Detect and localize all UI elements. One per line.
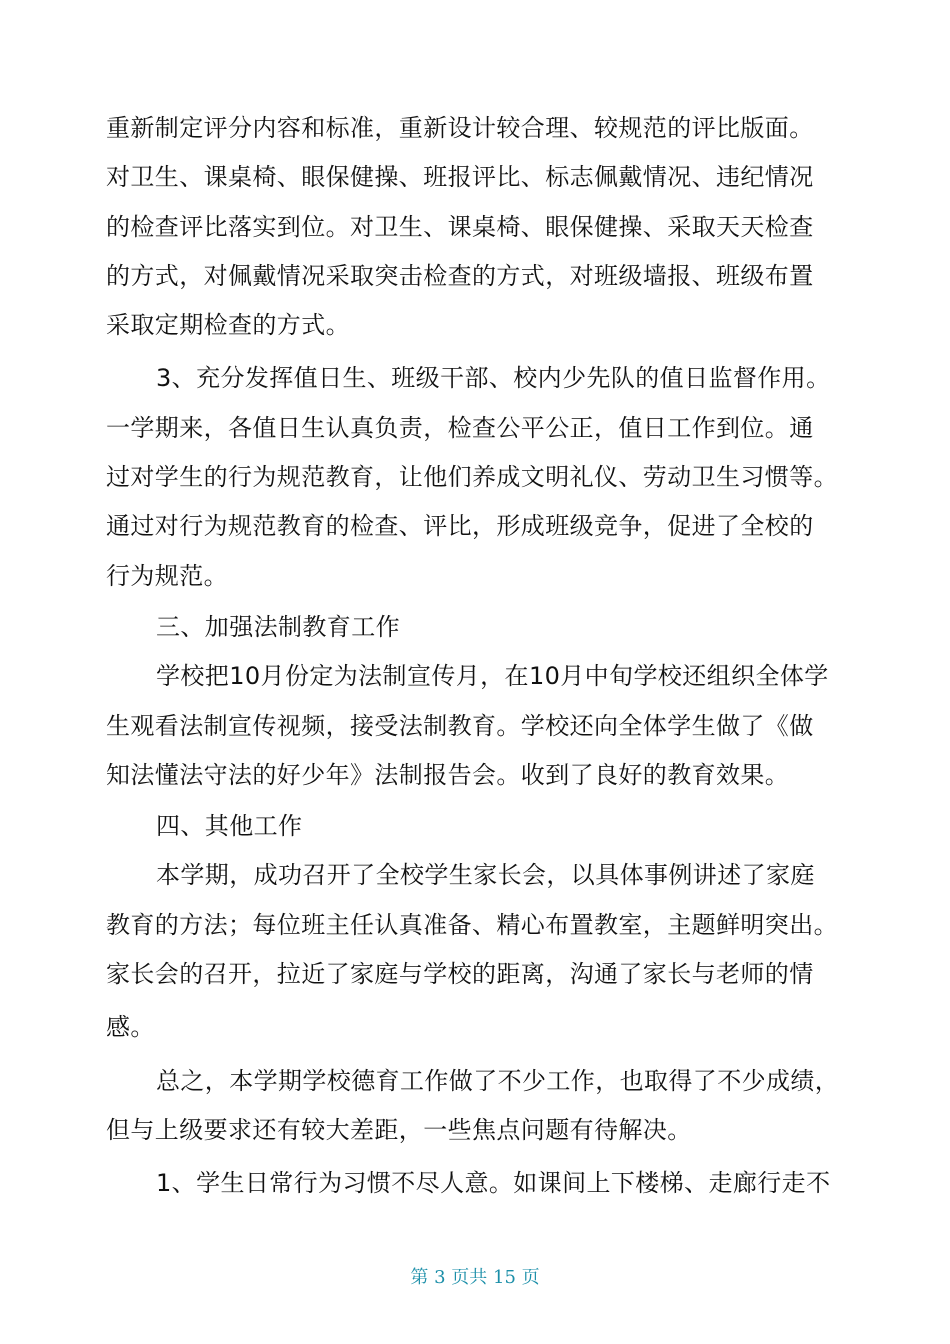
- text-line: 教育的方法；每位班主任认真准备、精心布置教室，主题鲜明突出。: [106, 910, 838, 939]
- text-line: 生观看法制宣传视频，接受法制教育。学校还向全体学生做了《做: [106, 711, 814, 740]
- text-line: 四、其他工作: [156, 812, 303, 841]
- text-line: 感。: [106, 1013, 155, 1042]
- text-line: 的检查评比落实到位。对卫生、课桌椅、眼保健操、采取天天检查: [106, 212, 814, 241]
- text-line: 对卫生、课桌椅、眼保健操、班报评比、标志佩戴情况、违纪情况: [106, 163, 814, 192]
- page-footer: 第 3 页共 15 页: [410, 1267, 540, 1288]
- text-line: 行为规范。: [106, 561, 228, 590]
- text-line: 通过对行为规范教育的检查、评比，形成班级竞争，促进了全校的: [106, 512, 814, 541]
- text-line: 1、学生日常行为习惯不尽人意。如课间上下楼梯、走廊行走不: [156, 1169, 831, 1198]
- text-line: 本学期，成功召开了全校学生家长会，以具体事例讲述了家庭: [156, 861, 815, 890]
- document-body: [106, 104, 846, 1209]
- text-line: 学校把10月份定为法制宣传月，在10月中旬学校还组织全体学: [156, 662, 829, 691]
- text-line: 但与上级要求还有较大差距，一些焦点问题有待解决。: [106, 1115, 692, 1144]
- text-line: 知法懂法守法的好少年》法制报告会。收到了良好的教育效果。: [106, 760, 790, 789]
- text-line: 3、充分发挥值日生、班级干部、校内少先队的值日监督作用。: [156, 364, 831, 393]
- text-line: 的方式，对佩戴情况采取突击检查的方式，对班级墙报、班级布置: [106, 261, 814, 290]
- text-line: 家长会的召开，拉近了家庭与学校的距离，沟通了家长与老师的情: [106, 960, 814, 989]
- text-line: 总之，本学期学校德育工作做了不少工作，也取得了不少成绩，: [156, 1066, 840, 1095]
- text-line: 三、加强法制教育工作: [156, 612, 400, 641]
- text-line: 重新制定评分内容和标准，重新设计较合理、较规范的评比版面。: [106, 114, 814, 142]
- text-line: 采取定期检查的方式。: [106, 311, 350, 340]
- text-line: 一学期来，各值日生认真负责，检查公平公正，值日工作到位。通: [106, 413, 814, 442]
- text-line: 过对学生的行为规范教育，让他们养成文明礼仪、劳动卫生习惯等。: [106, 463, 838, 492]
